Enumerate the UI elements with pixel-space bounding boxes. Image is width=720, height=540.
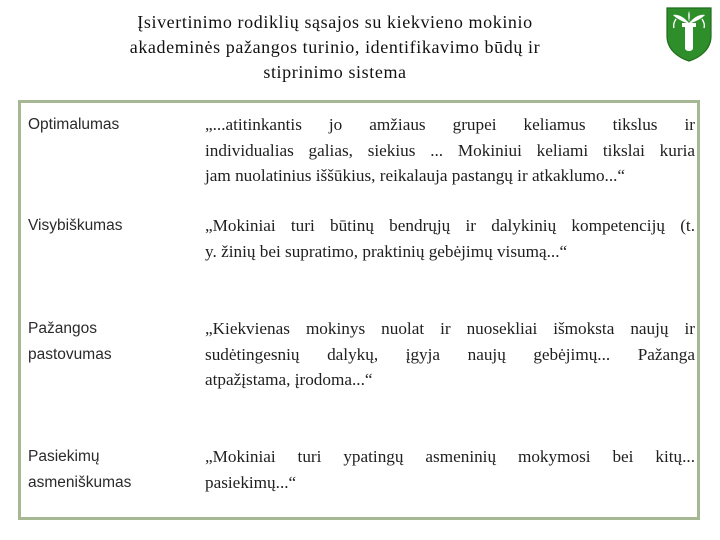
definition-text: „...atitinkantis jo amžiaus grupei keliamus tikslus ir individualias galias, siekius ... Mokiniui keliami tikslai kuria jam nuolatinius iššūkius, reikalauja pastangų ir atkaklumo...“ (205, 115, 695, 185)
title-line-3: stiprinimo sistema (263, 62, 407, 82)
term-label: Optimalumas (28, 116, 120, 133)
definition-text: „Mokiniai turi būtinų bendrųjų ir dalykinių kompetencijų (t. y. žinių bei supratimo, praktinių gebėjimų visumą...“ (205, 216, 695, 261)
definition-text: „Kiekvienas mokinys nuolat ir nuosekliai išmoksta naujų ir sudėtingesnių dalykų, įgyja naujų gebėjimų... Pažanga atpažįstama, įrodoma...“ (205, 319, 695, 389)
coat-of-arms-icon (664, 6, 714, 62)
criteria-table (18, 100, 700, 520)
page-title (40, 10, 630, 85)
term-label: Pasiekimų asmeniškumas (28, 448, 132, 491)
title-line-2: akademinės pažangos turinio, identifikavimo būdų ir (129, 37, 541, 57)
term-label: Visybiškumas (28, 217, 123, 234)
term-label: Pažangos pastovumas (28, 320, 112, 363)
definition-text: „Mokiniai turi ypatingų asmeninių mokymosi bei kitų... pasiekimų...“ (205, 447, 695, 492)
title-line-1: Įsivertinimo rodiklių sąsajos su kiekvieno mokinio (137, 12, 533, 32)
